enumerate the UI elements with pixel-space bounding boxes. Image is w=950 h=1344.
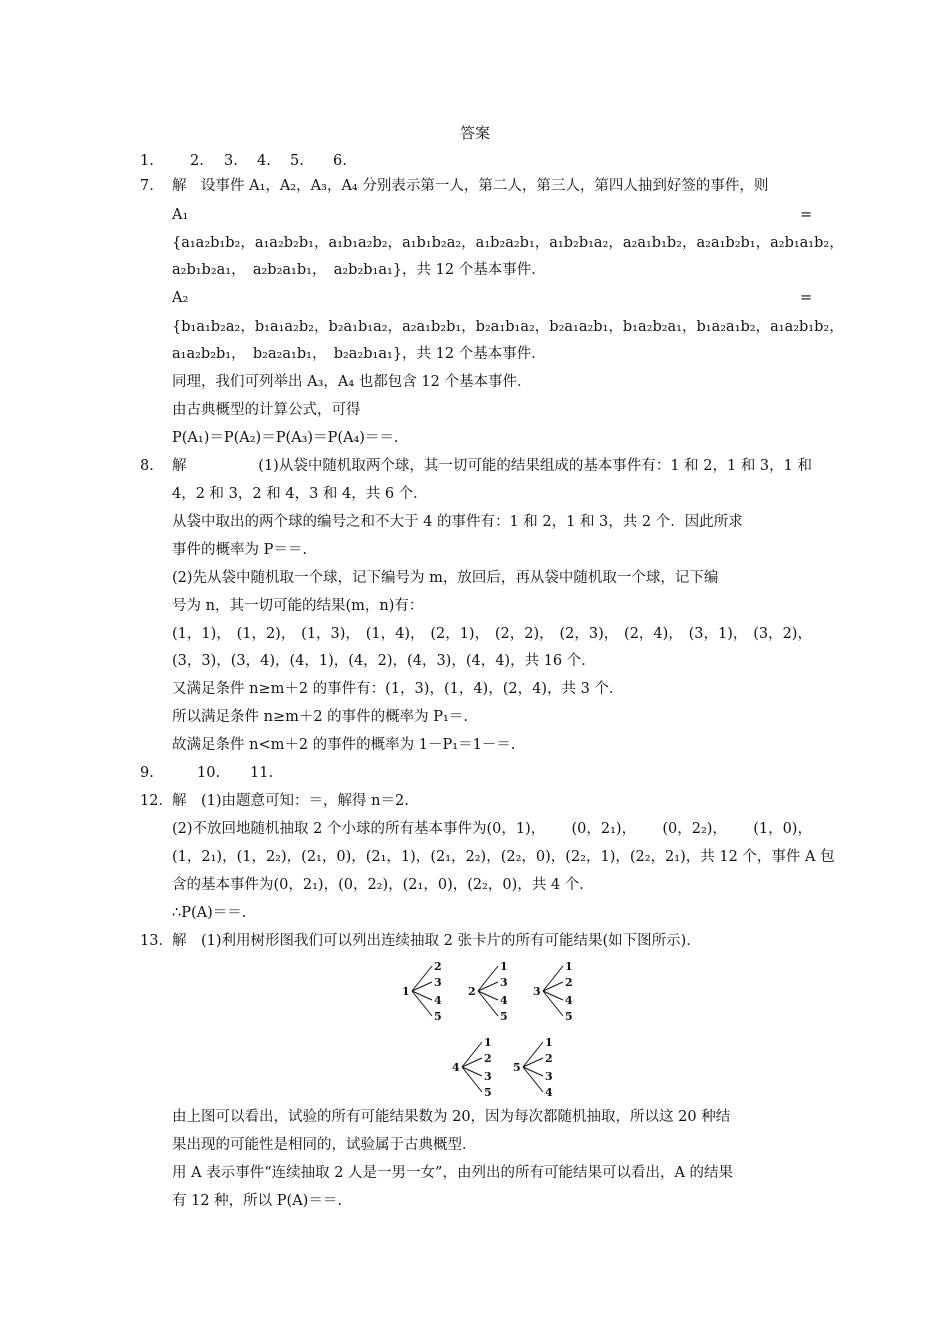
q12-text: ∴P(A)＝＝. xyxy=(172,905,247,921)
tree-diagram-4 xyxy=(448,1033,508,1101)
tree-diagram-5 xyxy=(509,1033,569,1101)
q12-pair: (2₁，2₂)， xyxy=(430,849,501,865)
q8-pair: (1，3)， xyxy=(301,626,360,642)
q8-pair: (2，3)， xyxy=(559,626,619,642)
tree-leaf: 3 xyxy=(500,976,508,989)
q12-pair: (2₂，0)， xyxy=(500,849,566,865)
q8-pair: (2，4)， xyxy=(624,626,683,642)
answer-10: 10. xyxy=(197,765,221,781)
tree-leaf: 1 xyxy=(565,960,573,973)
tree-diagram-3 xyxy=(529,957,589,1025)
answer-5: 5. xyxy=(290,153,304,169)
answer-2: 2. xyxy=(190,153,204,169)
page-title: 答案 xyxy=(459,124,490,142)
q7-a2-label: A₂ xyxy=(172,290,189,306)
answer-4: 4. xyxy=(257,153,271,169)
tree-leaf: 5 xyxy=(484,1086,492,1099)
tree-leaf: 3 xyxy=(545,1070,553,1083)
q7-a2-event: a₂a₁b₂b₁， xyxy=(402,319,476,335)
q7-a1-event: a₂b₁a₁b₂， xyxy=(770,235,844,251)
tree-leaf: 3 xyxy=(434,976,442,989)
tree-diagram-2 xyxy=(464,957,524,1025)
tree-leaf: 1 xyxy=(484,1036,492,1049)
q7-a1-event: a₂a₁b₂b₁， xyxy=(696,235,771,251)
q8-pair: (3，1)， xyxy=(688,626,748,642)
tree-leaf: 1 xyxy=(500,960,508,973)
q8-pair: (2，2)， xyxy=(494,626,554,642)
tree-leaf: 2 xyxy=(565,976,573,989)
q7-formula-intro: 由古典概型的计算公式，可得 xyxy=(172,402,361,418)
answer-1: 1. xyxy=(140,153,154,169)
q8-text: 从袋中取出的两个球的编号之和不大于 4 的事件有：1 和 2，1 和 3，共 2 个．因此所求 xyxy=(172,514,743,530)
q12-pair: (1，2₁)， xyxy=(172,849,237,865)
q8-text: 又满足条件 n≥m＋2 的事件有：(1，3)，(1，4)，(2，4)，共 3 个． xyxy=(172,681,624,697)
q7-a1-event: a₁b₁b₂a₂， xyxy=(402,235,476,251)
q8-pair: (2，1)， xyxy=(430,626,490,642)
q8-pair: (1，4)， xyxy=(365,626,425,642)
tree-leaf: 3 xyxy=(484,1070,492,1083)
q12-text: 含的基本事件为(0，2₁)，(0，2₂)，(2₁，0)，(2₂，0)，共 4 个． xyxy=(172,877,594,893)
q7-a2-row2-text: a₁a₂b₂b₁， b₂a₂a₁b₁， b₂a₂b₁a₁}，共 12 个基本事件． xyxy=(172,346,546,362)
q7-a1-event: a₂a₁b₁b₂， xyxy=(622,235,697,251)
q13-text: 有 12 种，所以 P(A)＝＝. xyxy=(172,1193,342,1209)
q8-text: 4，2 和 3，2 和 4，3 和 4，共 6 个． xyxy=(172,486,428,502)
q12-pair: (2₂，2₁)，共 12 个，事件 A 包 xyxy=(629,849,835,865)
q13-number: 13． xyxy=(140,933,173,949)
q7-intro: 解 设事件 A₁，A₂，A₃，A₄ 分别表示第一人，第二人，第三人，第四人抽到好签的事件，则 xyxy=(172,178,769,194)
q8-pair: (1，2)， xyxy=(236,626,296,642)
q8-pair: (1，1)， xyxy=(172,626,231,642)
q8-part2-text: (2)先从袋中随机取一个球，记下编号为 m，放回后，再从袋中随机取一个球，记下编 xyxy=(172,570,719,586)
q7-a1-label: A₁ xyxy=(172,207,189,223)
tree-leaf: 5 xyxy=(434,1010,442,1023)
tree-leaf: 4 xyxy=(434,994,442,1007)
q7-a2-event: {b₁a₁b₂a₂， xyxy=(172,319,255,335)
q8-text: 事件的概率为 P＝＝. xyxy=(172,542,307,558)
q12-pair: (1，0)， xyxy=(753,821,812,837)
q7-number: 7． xyxy=(140,178,164,194)
q8-pair: (3，2)， xyxy=(753,626,812,642)
tree-leaf: 4 xyxy=(565,994,573,1007)
q12-text: (2)不放回地随机抽取 2 个小球的所有基本事件为(0，1)， xyxy=(172,821,546,837)
q7-a1-event: {a₁a₂b₁b₂， xyxy=(172,235,255,251)
tree-leaf: 4 xyxy=(500,994,508,1007)
tree-leaf: 1 xyxy=(545,1036,553,1049)
q13-text: 解 (1)利用树形图我们可以列出连续抽取 2 张卡片的所有可能结果(如下图所示)． xyxy=(172,933,701,949)
q7-a1-row2-text: a₂b₁b₂a₁， a₂b₂a₁b₁， a₂b₂b₁a₁}，共 12 个基本事件． xyxy=(172,262,546,278)
q13-text: 果出现的可能性是相同的，试验属于古典概型． xyxy=(172,1137,477,1153)
answer-6: 6. xyxy=(333,153,347,169)
q13-text: 由上图可以看出，试验的所有可能结果数为 20，因为每次都随机抽取，所以这 20 种结 xyxy=(172,1109,731,1125)
tree-leaf: 2 xyxy=(434,960,442,973)
tree-leaf: 5 xyxy=(565,1010,573,1023)
q8-text: 所以满足条件 n≥m＋2 的事件的概率为 P₁＝. xyxy=(172,709,468,725)
q12-text: 解 (1)由题意可知：＝，解得 n＝2. xyxy=(172,793,409,809)
q7-a2-event: b₁a₂a₁b₂， xyxy=(696,319,771,335)
answer-11: 11. xyxy=(250,765,274,781)
q7-result: P(A₁)＝P(A₂)＝P(A₃)＝P(A₄)＝＝. xyxy=(172,430,399,446)
tree-root: 2 xyxy=(468,985,476,998)
q8-solution-label: 解 xyxy=(172,458,187,474)
q7-a2-event: b₁a₁a₂b₂， xyxy=(254,319,329,335)
q12-pair: (2₁，1)， xyxy=(365,849,431,865)
tree-leaf: 2 xyxy=(484,1052,492,1065)
tree-root: 5 xyxy=(513,1061,521,1074)
q7-a2-event: b₁a₂b₂a₁， xyxy=(622,319,697,335)
q8-text: (3，3)，(3，4)，(4，1)，(4，2)，(4，3)，(4，4)，共 16 个． xyxy=(172,653,596,669)
q12-pair: (0，2₁)， xyxy=(571,821,637,837)
tree-leaf: 4 xyxy=(545,1086,553,1099)
tree-root: 4 xyxy=(452,1061,460,1074)
q8-text: 故满足条件 n<m＋2 的事件的概率为 1－P₁＝1－＝. xyxy=(172,737,516,753)
q12-pair: (1，2₂)， xyxy=(236,849,302,865)
q12-pair: (2₁，0)， xyxy=(301,849,366,865)
q7-a2-event: b₂a₁b₁a₂， xyxy=(328,319,403,335)
tree-root: 3 xyxy=(533,985,541,998)
q12-pair: (2₂，1)， xyxy=(565,849,630,865)
q7-similar: 同理，我们可列举出 A₃，A₄ 也都包含 12 个基本事件． xyxy=(172,374,532,390)
q12-pair: (0，2₂)， xyxy=(662,821,727,837)
q12-number: 12． xyxy=(140,793,173,809)
q8-part1-text: (1)从袋中随机取两个球，其一切可能的结果组成的基本事件有：1 和 2，1 和 3，1 和 xyxy=(258,458,812,474)
q7-a1-equals: = xyxy=(800,207,813,223)
q7-a1-event: a₁b₂b₁a₂， xyxy=(549,235,623,251)
q7-a1-event: a₁a₂b₂b₁， xyxy=(254,235,329,251)
q7-a1-event: a₁b₁a₂b₂， xyxy=(328,235,403,251)
tree-root: 1 xyxy=(402,985,410,998)
tree-diagram-1 xyxy=(398,957,458,1025)
q7-a1-event: a₁b₂a₂b₁， xyxy=(475,235,550,251)
q13-text: 用 A 表示事件“连续抽取 2 人是一男一女”，由列出的所有可能结果可以看出，A 的结果 xyxy=(172,1165,734,1181)
tree-leaf: 5 xyxy=(500,1010,508,1023)
q7-a2-event: b₂a₁a₂b₁， xyxy=(549,319,623,335)
q8-text: 号为 n，其一切可能的结果(m，n)有： xyxy=(172,598,424,614)
q7-a2-equals: = xyxy=(800,290,813,306)
answer-9: 9. xyxy=(140,765,154,781)
q8-number: 8． xyxy=(140,458,164,474)
answer-3: 3. xyxy=(224,153,238,169)
tree-leaf: 2 xyxy=(545,1052,553,1065)
q7-a2-event: a₁a₂b₁b₂， xyxy=(770,319,844,335)
q7-a2-event: b₂a₁b₁a₂， xyxy=(475,319,550,335)
